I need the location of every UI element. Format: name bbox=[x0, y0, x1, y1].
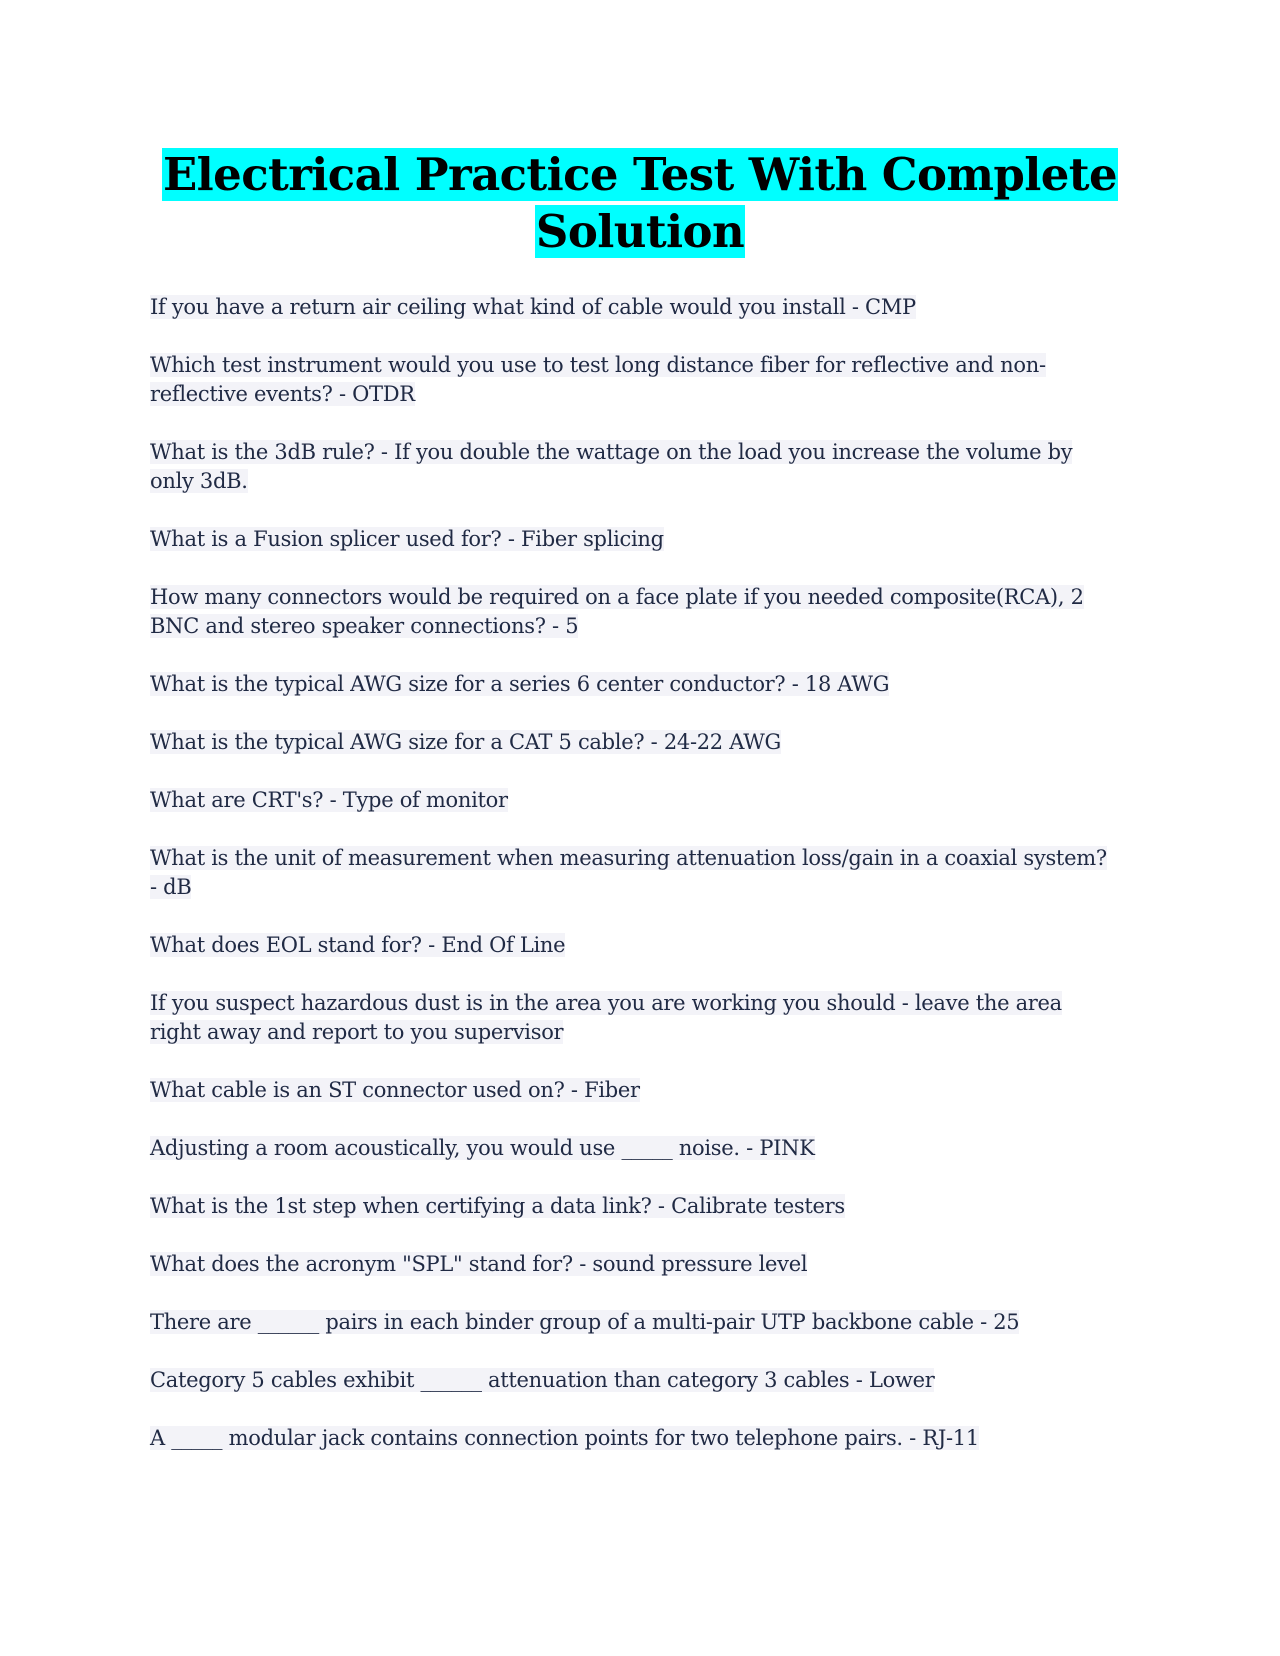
qa-text: What are CRT's? - Type of monitor bbox=[150, 788, 508, 812]
title-line-1: Electrical Practice Test With Complete bbox=[162, 148, 1118, 201]
qa-text: Which test instrument would you use to test long distance fiber for reflective and non-reflective events? - OTDR bbox=[150, 353, 1046, 406]
qa-item bbox=[150, 1192, 1110, 1221]
qa-text: What is the typical AWG size for a series 6 center conductor? - 18 AWG bbox=[150, 672, 890, 696]
qa-item bbox=[150, 989, 1110, 1047]
question-answer-list bbox=[150, 293, 1110, 1482]
document-title bbox=[150, 146, 1130, 260]
qa-text: What does the acronym "SPL" stand for? - sound pressure level bbox=[150, 1252, 808, 1276]
qa-text: Category 5 cables exhibit ______ attenuation than category 3 cables - Lower bbox=[150, 1368, 935, 1392]
qa-text: There are ______ pairs in each binder group of a multi-pair UTP backbone cable - 25 bbox=[150, 1310, 1020, 1334]
qa-item bbox=[150, 844, 1110, 902]
qa-item bbox=[150, 525, 1110, 554]
qa-item bbox=[150, 583, 1110, 641]
qa-item bbox=[150, 728, 1110, 757]
qa-item bbox=[150, 293, 1110, 322]
qa-text: What does EOL stand for? - End Of Line bbox=[150, 933, 566, 957]
title-line-2: Solution bbox=[535, 205, 745, 258]
qa-item bbox=[150, 1076, 1110, 1105]
qa-text: How many connectors would be required on a face plate if you needed composite(RCA), 2 BNC and stereo speaker connections? - 5 bbox=[150, 585, 1084, 638]
qa-text: What is the unit of measurement when measuring attenuation loss/gain in a coaxial system? - dB bbox=[150, 846, 1107, 899]
qa-text: What is a Fusion splicer used for? - Fiber splicing bbox=[150, 527, 664, 551]
qa-item bbox=[150, 1308, 1110, 1337]
qa-item bbox=[150, 1424, 1110, 1453]
qa-text: If you have a return air ceiling what kind of cable would you install - CMP bbox=[150, 295, 916, 319]
title-block bbox=[150, 146, 1130, 260]
qa-item bbox=[150, 438, 1110, 496]
qa-item bbox=[150, 1366, 1110, 1395]
qa-text: What is the 3dB rule? - If you double the wattage on the load you increase the volume by only 3dB. bbox=[150, 440, 1073, 493]
qa-text: A _____ modular jack contains connection points for two telephone pairs. - RJ-11 bbox=[150, 1426, 979, 1450]
qa-text: Adjusting a room acoustically, you would use _____ noise. - PINK bbox=[150, 1136, 815, 1160]
qa-item bbox=[150, 1134, 1110, 1163]
qa-item bbox=[150, 351, 1110, 409]
qa-text: If you suspect hazardous dust is in the area you are working you should - leave the area right away and report to you supervisor bbox=[150, 991, 1062, 1044]
qa-text: What is the 1st step when certifying a data link? - Calibrate testers bbox=[150, 1194, 845, 1218]
qa-item bbox=[150, 786, 1110, 815]
qa-text: What cable is an ST connector used on? - Fiber bbox=[150, 1078, 640, 1102]
qa-text: What is the typical AWG size for a CAT 5 cable? - 24-22 AWG bbox=[150, 730, 782, 754]
qa-item bbox=[150, 931, 1110, 960]
qa-item bbox=[150, 1250, 1110, 1279]
qa-item bbox=[150, 670, 1110, 699]
